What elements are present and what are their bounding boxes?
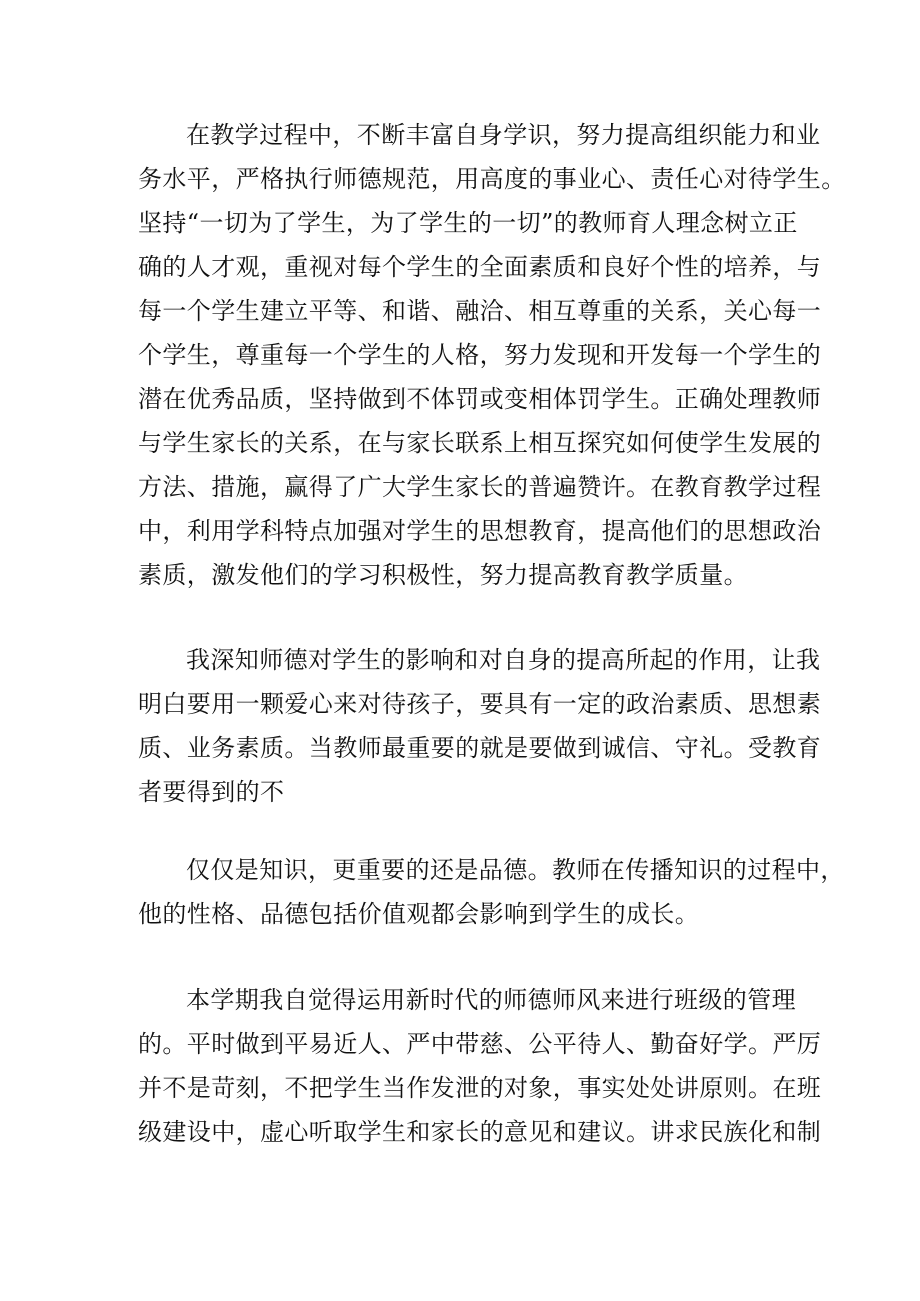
paragraph-1-line-3: 坚持“一切为了学生，为了学生的一切”的教师育人理念树立正 xyxy=(138,209,798,237)
paragraph-1-line-1: 在教学过程中，不断丰富自身学识，努力提高组织能力和业 xyxy=(186,121,821,149)
paragraph-1-line-4: 确的人才观，重视对每个学生的全面素质和良好个性的培养，与 xyxy=(138,253,822,281)
paragraph-4-line-4: 级建设中，虚心听取学生和家长的意见和建议。讲求民族化和制 xyxy=(138,1118,822,1146)
paragraph-2-line-3: 质、业务素质。当教师最重要的就是要做到诚信、守礼。受教育 xyxy=(138,734,822,762)
paragraph-1-line-2: 务水平，严格执行师德规范，用高度的事业心、责任心对待学生。 xyxy=(138,165,846,193)
paragraph-2-line-1: 我深知师德对学生的影响和对自身的提高所起的作用，让我 xyxy=(186,646,821,674)
paragraph-3-line-2: 他的性格、品德包括价值观都会影响到学生的成长。 xyxy=(138,900,700,928)
paragraph-3-line-1: 仅仅是知识，更重要的还是品德。教师在传播知识的过程中， xyxy=(186,856,845,884)
paragraph-1-line-9: 方法、措施，赢得了广大学生家长的普遍赞许。在教育教学过程 xyxy=(138,473,822,501)
paragraph-1-line-7: 潜在优秀品质，坚持做到不体罚或变相体罚学生。正确处理教师 xyxy=(138,385,822,413)
paragraph-1-line-6: 个学生，尊重每一个学生的人格，努力发现和开发每一个学生的 xyxy=(138,341,822,369)
paragraph-2-line-2: 明白要用一颗爱心来对待孩子，要具有一定的政治素质、思想素 xyxy=(138,690,822,718)
paragraph-1-line-8: 与学生家长的关系，在与家长联系上相互探究如何使学生发展的 xyxy=(138,429,822,457)
paragraph-4-line-3: 并不是苛刻，不把学生当作发泄的对象，事实处处讲原则。在班 xyxy=(138,1074,822,1102)
paragraph-1-line-11: 素质，激发他们的学习积极性，努力提高教育教学质量。 xyxy=(138,561,748,589)
paragraph-1-line-5: 每一个学生建立平等、和谐、融洽、相互尊重的关系，关心每一 xyxy=(138,297,822,325)
paragraph-4-line-1: 本学期我自觉得运用新时代的师德师风来进行班级的管理 xyxy=(186,986,796,1014)
paragraph-2-line-4: 者要得到的不 xyxy=(138,778,285,806)
paragraph-1-line-10: 中，利用学科特点加强对学生的思想教育，提高他们的思想政治 xyxy=(138,517,822,545)
paragraph-4-line-2: 的。平时做到平易近人、严中带慈、公平待人、勤奋好学。严厉 xyxy=(138,1030,822,1058)
